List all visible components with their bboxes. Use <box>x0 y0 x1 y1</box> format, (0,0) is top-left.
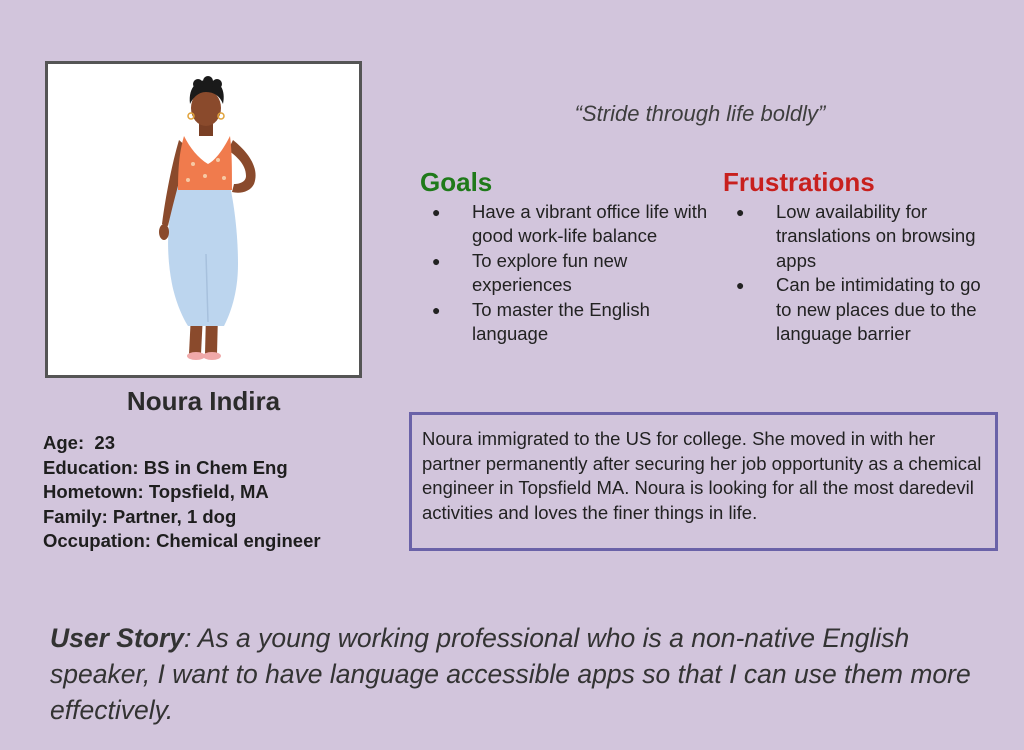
goals-title: Goals <box>420 167 493 197</box>
fact-age: Age: 23 <box>43 432 115 453</box>
goal-item: ● To master the English language <box>420 298 710 347</box>
bio-box <box>409 412 998 551</box>
user-story <box>50 620 1010 728</box>
persona-photo-frame <box>45 61 362 378</box>
user-story-label: User Story <box>50 623 185 653</box>
bio-text: Noura immigrated to the US for college. She moved in with her partner permanently after securing her job opportunity as a chemical engineer in Topsfield MA. Noura is looking for all the most daredevil activities and loves the finer things in life. <box>422 428 982 523</box>
frustrations-title: Frustrations <box>723 167 875 197</box>
fact-hometown: Hometown: Topsfield, MA <box>43 481 269 502</box>
frustration-item: ● Can be intimidating to go to new places due to the language barrier <box>724 273 994 346</box>
frustrations-list <box>724 200 994 346</box>
goal-item: ● Have a vibrant office life with good work-life balance <box>420 200 710 249</box>
persona-name: Noura Indira <box>126 386 281 416</box>
user-story-text: : As a young working professional who is a non-native English speaker, I want to have language accessible apps so that I can use them more effectively. <box>50 623 971 725</box>
fact-family: Family: Partner, 1 dog <box>43 505 237 527</box>
goal-item: ● To explore fun new experiences <box>420 249 710 298</box>
fact-occupation: Occupation: Chemical engineer <box>43 530 321 551</box>
persona-facts <box>43 431 321 554</box>
goals-list <box>420 200 710 346</box>
frustration-item: ● Low availability for translations on browsing apps <box>724 200 994 273</box>
persona-quote: “Stride through life boldly” <box>574 101 826 126</box>
fact-education: Education: BS in Chem Eng <box>43 456 288 478</box>
persona-illustration <box>48 64 359 375</box>
